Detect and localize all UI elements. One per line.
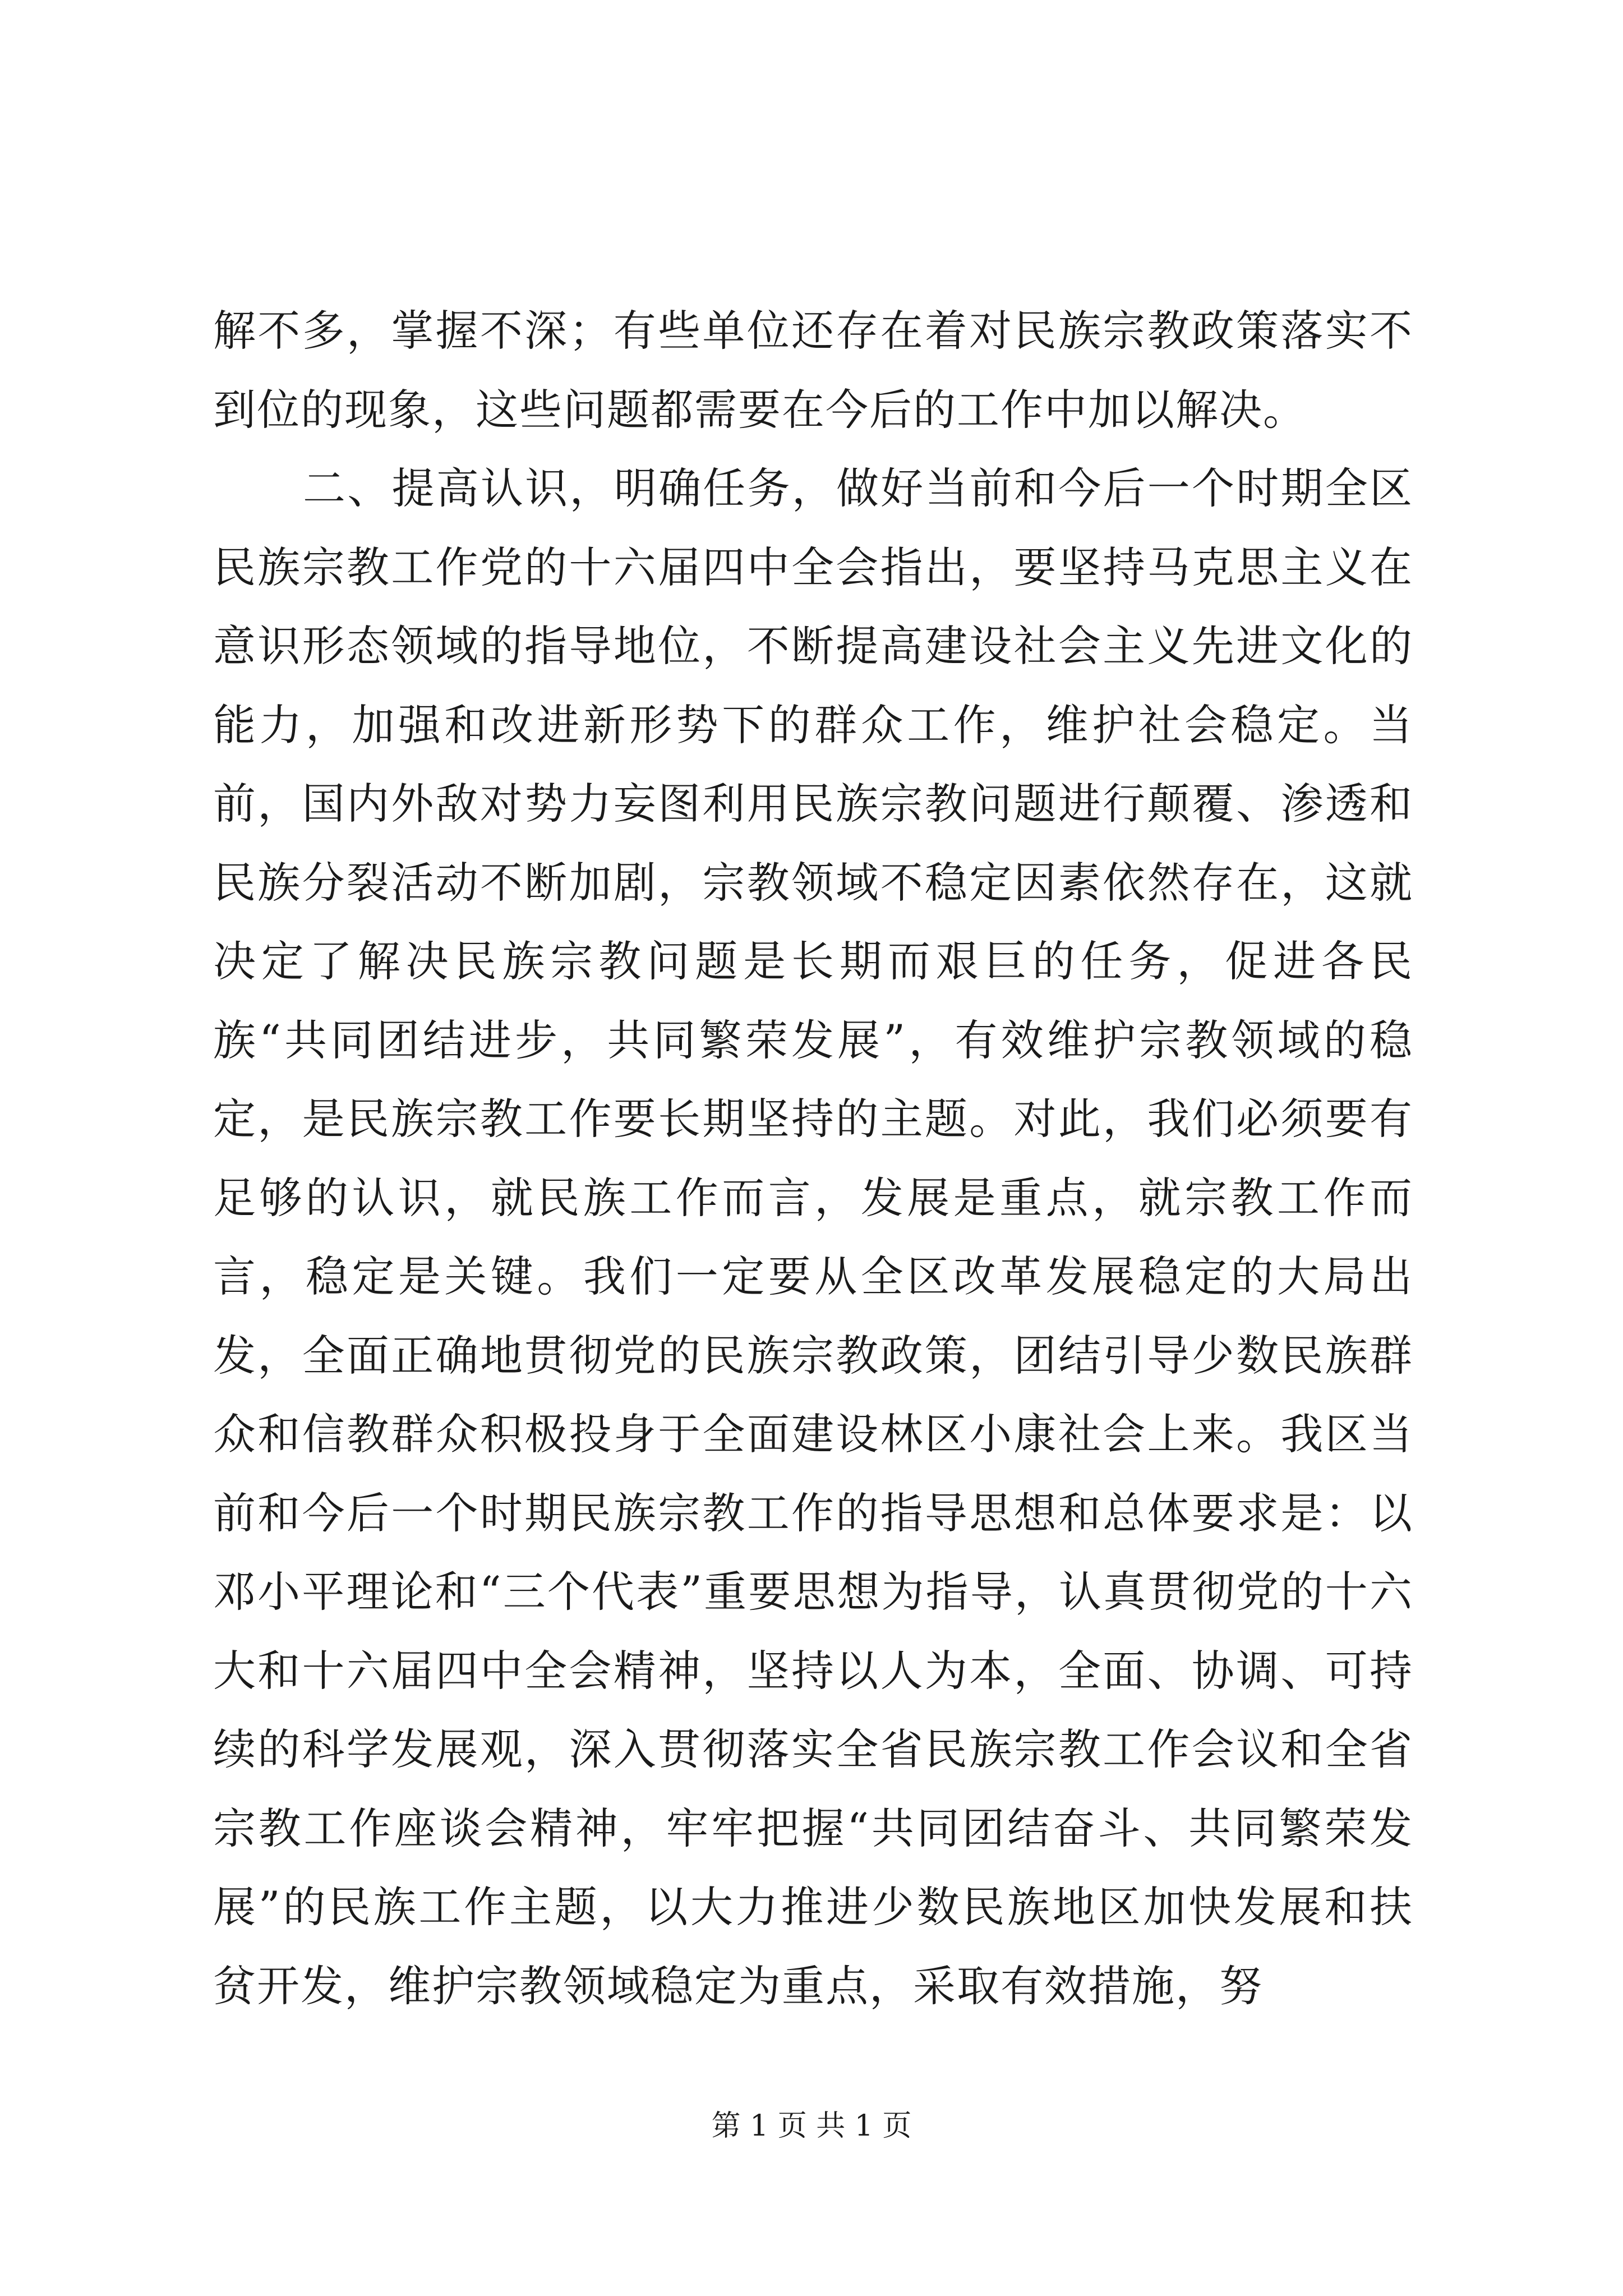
paragraph-1: 解不多，掌握不深；有些单位还存在着对民族宗教政策落实不到位的现象，这些问题都需要在今后的工作中加以解决。 (213, 306, 1413, 435)
page-footer: 第 1 页 共 1 页 (711, 2109, 912, 2143)
document-body (213, 292, 1413, 2026)
paragraph-2: 二、提高认识，明确任务，做好当前和今后一个时期全区民族宗教工作党的十六届四中全会指出，要坚持马克思主义在意识形态领域的指导地位，不断提高建设社会主义先进文化的能力，加强和改进新形势下的群众工作，维护社会稳定。当前，国内外敌对势力妄图利用民族宗教问题进行颠覆、渗透和民族分裂活动不断加剧，宗教领域不稳定因素依然存在，这就决定了解决民族宗教问题是长期而艰巨的任务，促进各民族“共同团结进步，共同繁荣发展”，有效维护宗教领域的稳定，是民族宗教工作要长期坚持的主题。对此，我们必须要有足够的认识，就民族工作而言，发展是重点，就宗教工作而言，稳定是关键。我们一定要从全区改革发展稳定的大局出发，全面正确地贯彻党的民族宗教政策，团结引导少数民族群众和信教群众积极投身于全面建设林区小康社会上来。我区当前和今后一个时期民族宗教工作的指导思想和总体要求是：以邓小平理论和“三个代表”重要思想为指导，认真贯彻党的十六大和十六届四中全会精神，坚持以人为本，全面、协调、可持续的科学发展观，深入贯彻落实全省民族宗教工作会议和全省宗教工作座谈会精神，牢牢把握“共同团结奋斗、共同繁荣发展”的民族工作主题，以大力推进少数民族地区加快发展和扶贫开发，维护宗教领域稳定为重点，采取有效措施，努 (213, 463, 1413, 2011)
